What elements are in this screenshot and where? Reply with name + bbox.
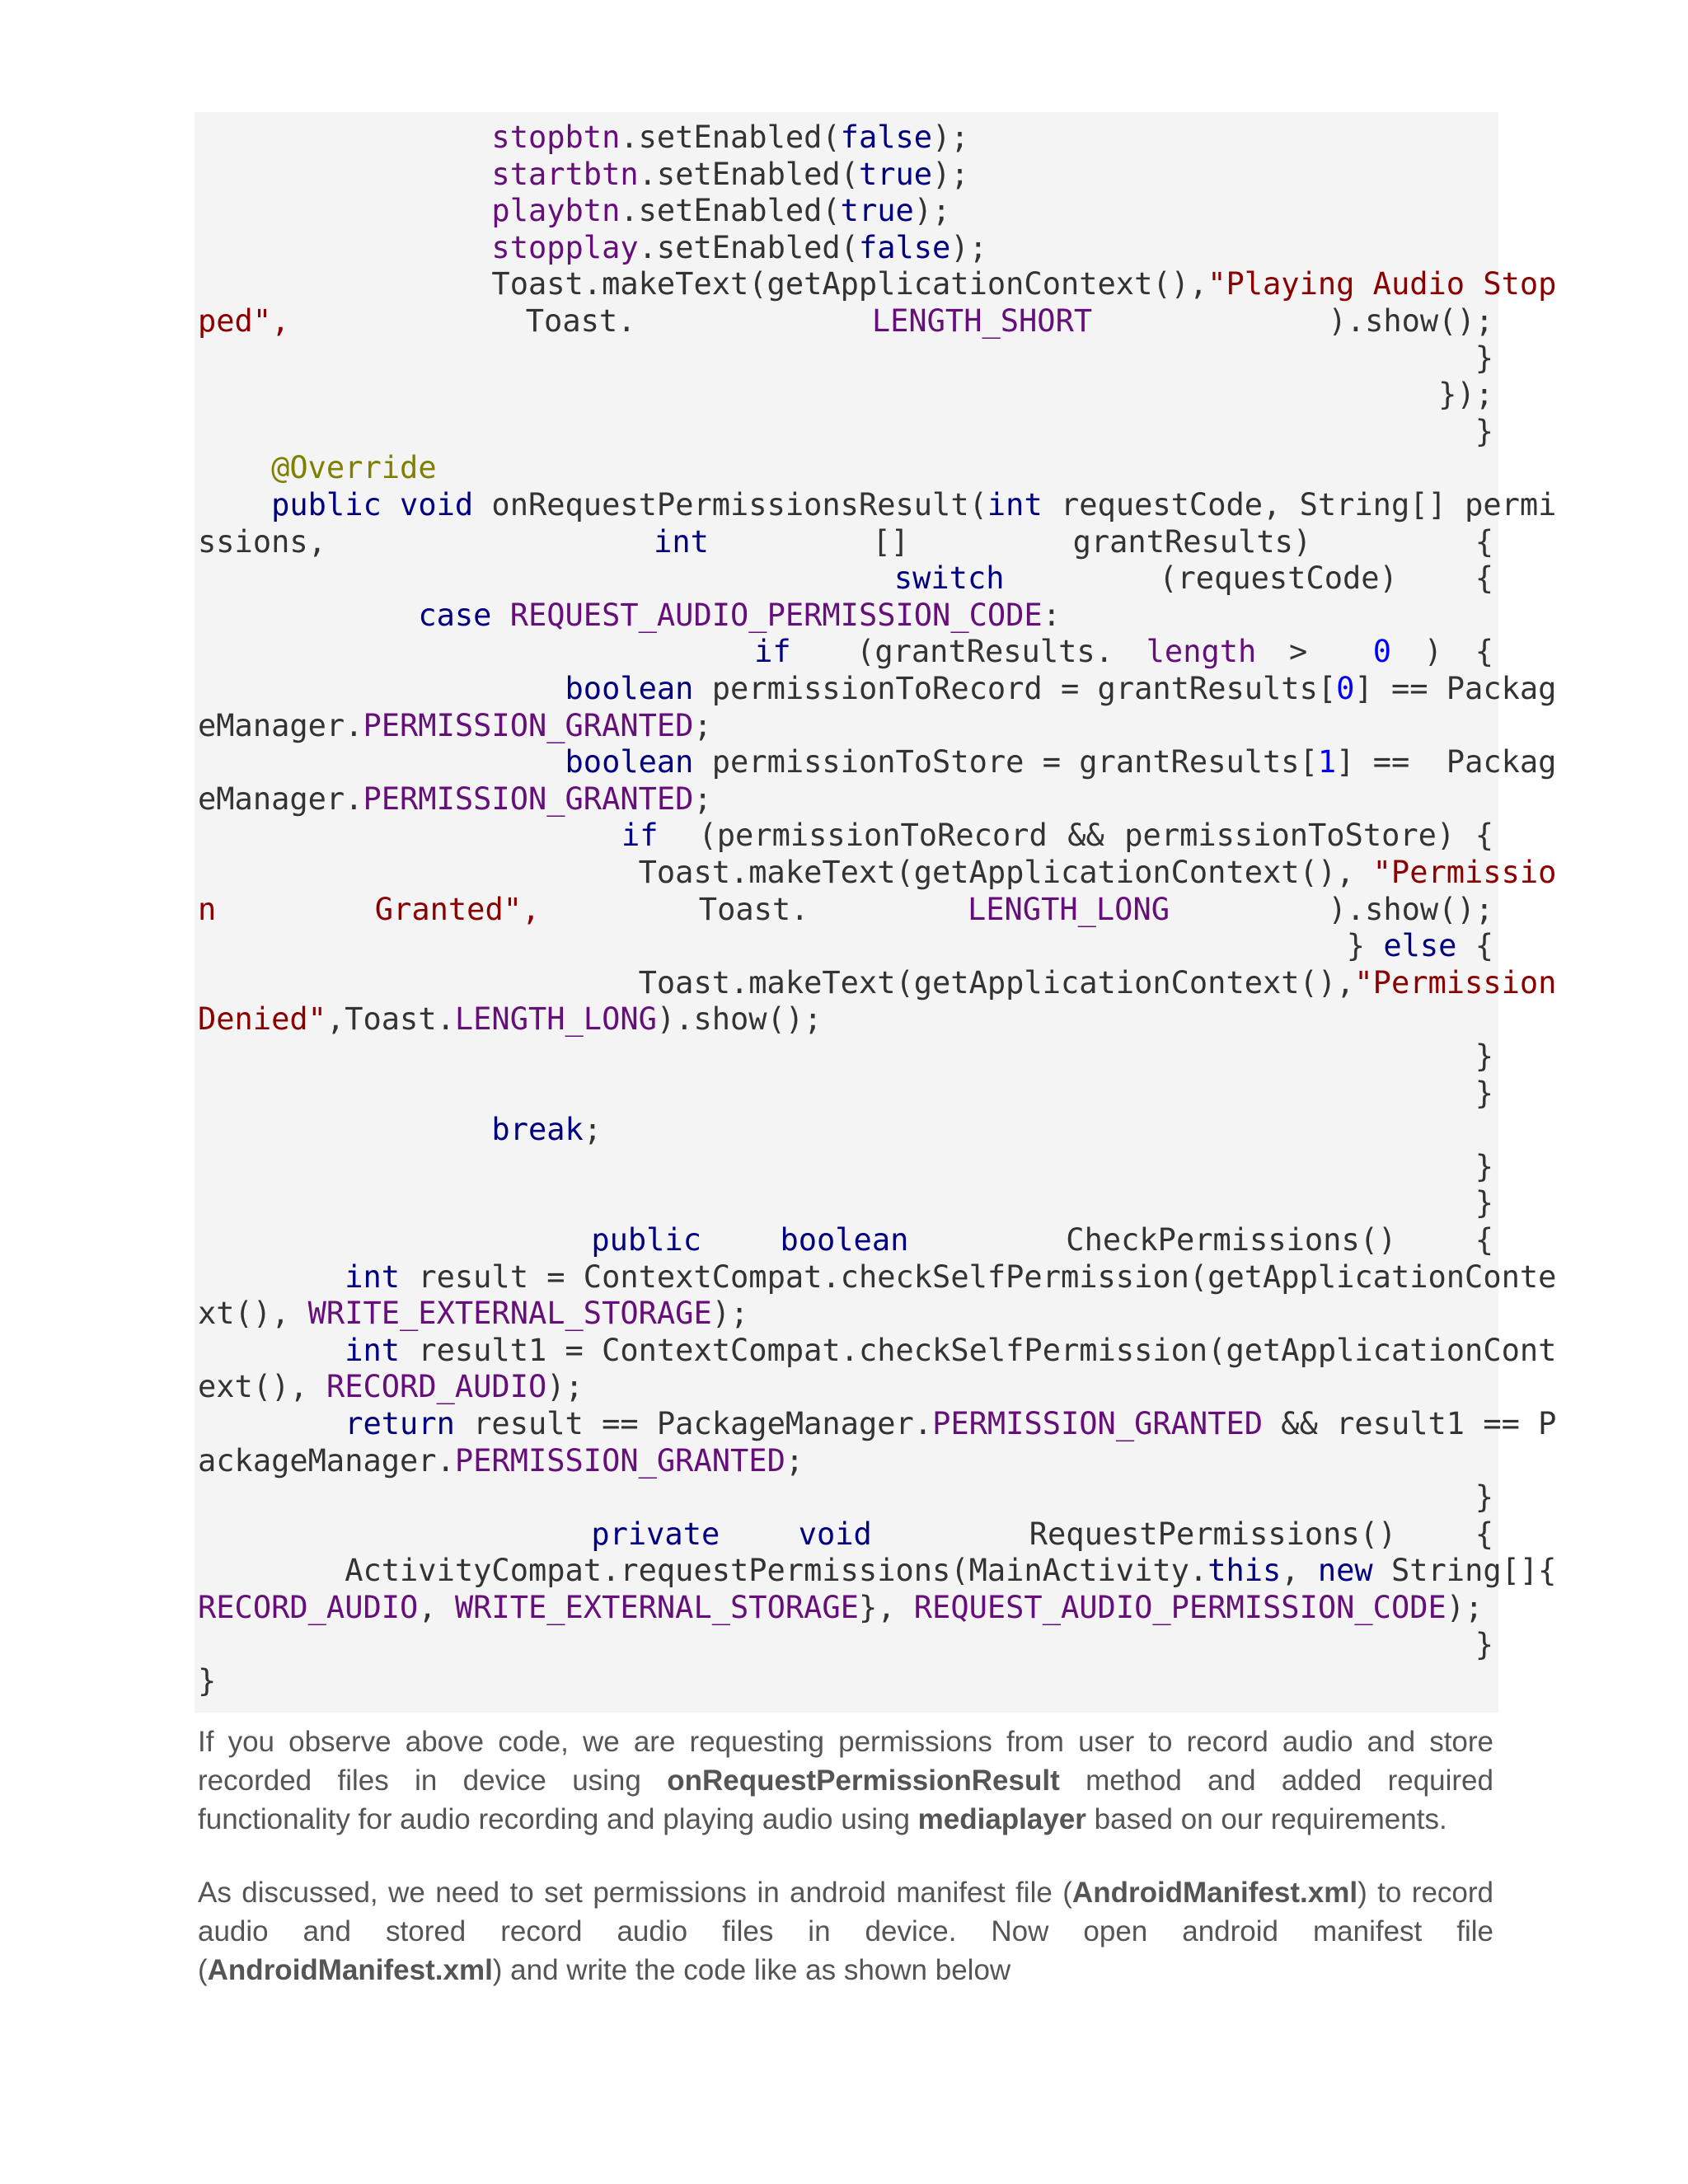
- code-token: int: [345, 1258, 401, 1295]
- code-token: result1 = ContextCompat.checkSelfPermission(getApplicationCont: [400, 1332, 1557, 1368]
- code-token: (permissionToRecord: [678, 818, 1048, 854]
- code-token: permissionToStore = grantResults[: [693, 744, 1318, 780]
- code-token: RECORD_AUDIO: [326, 1369, 547, 1405]
- code-token: }: [1475, 1148, 1493, 1184]
- bold-term: mediaplayer: [917, 1803, 1086, 1835]
- code-token: true: [840, 193, 914, 229]
- text-run: ) to record: [1357, 1877, 1493, 1909]
- code-token: );: [950, 229, 987, 265]
- code-token: ackageManager.: [198, 1442, 455, 1479]
- code-token: {: [1475, 818, 1493, 854]
- code-token: xt(),: [198, 1296, 308, 1332]
- code-token: ).show();: [1328, 303, 1494, 339]
- code-token: ;: [693, 780, 712, 817]
- code-token: [198, 671, 565, 706]
- code-line: [198, 1552, 1557, 1589]
- code-token: ActivityCompat.requestPermissions(MainActivity.: [198, 1553, 1208, 1589]
- manifest-paragraph: [198, 1873, 1493, 1990]
- code-token: 0: [1336, 671, 1355, 706]
- code-token: requestCode, String[] permi: [1042, 487, 1557, 523]
- code-line: [198, 1221, 1493, 1258]
- code-token: grantResults): [1072, 523, 1312, 560]
- code-token: eManager.: [198, 707, 363, 743]
- code-token: {: [1456, 928, 1493, 964]
- code-line: [198, 1111, 1493, 1148]
- code-line: [198, 156, 1493, 193]
- code-token: [198, 598, 418, 633]
- code-line: [198, 964, 1557, 1001]
- code-line: [198, 780, 1493, 818]
- code-token: permissionToRecord = grantResults[: [693, 671, 1337, 706]
- code-token: [198, 1112, 491, 1147]
- code-token: ped",: [198, 303, 290, 339]
- code-line: [198, 1662, 1493, 1699]
- bold-term: AndroidManifest.xml: [1071, 1877, 1358, 1909]
- code-line: [198, 1332, 1557, 1369]
- code-line: [198, 302, 1493, 340]
- code-token: LENGTH_LONG: [967, 891, 1170, 927]
- code-line: [198, 1038, 1493, 1075]
- code-token: {: [1475, 560, 1493, 597]
- code-token: (grantResults.: [823, 634, 1114, 670]
- code-token: (requestCode): [1081, 560, 1398, 597]
- code-token: PERMISSION_GRANTED: [363, 707, 694, 743]
- code-token: {: [1475, 523, 1494, 560]
- code-token: boolean: [565, 671, 694, 706]
- code-token: stopplay: [491, 229, 639, 265]
- code-token: [198, 818, 601, 853]
- code-token: onRequestPermissionsResult(: [473, 487, 987, 523]
- code-line: [198, 1075, 1493, 1112]
- code-token: {: [1475, 634, 1494, 670]
- paragraph-line: [198, 1912, 1493, 1951]
- code-token: RECORD_AUDIO: [198, 1590, 419, 1625]
- code-token: PERMISSION_GRANTED: [363, 780, 694, 817]
- paragraph-line: [198, 1722, 1493, 1761]
- bold-term: onRequestPermissionResult: [667, 1765, 1060, 1797]
- code-token: REQUEST_AUDIO_PERMISSION_CODE: [913, 1590, 1447, 1625]
- code-token: }: [1475, 413, 1493, 449]
- code-token: LENGTH_SHORT: [871, 303, 1093, 339]
- code-token: Granted",: [374, 891, 541, 927]
- code-token: }: [1346, 928, 1384, 964]
- code-token: :: [1042, 597, 1061, 633]
- code-token: permissionToStore): [1124, 818, 1456, 854]
- code-token: Toast.: [698, 891, 809, 927]
- code-token: && result1 == P: [1263, 1406, 1557, 1441]
- code-line: [198, 340, 1493, 377]
- code-token: 0: [1372, 634, 1392, 670]
- code-token: [491, 598, 509, 633]
- code-token: "Permission: [1354, 964, 1557, 1001]
- code-token: });: [1438, 377, 1493, 413]
- code-line: [198, 1479, 1493, 1516]
- code-token: int: [987, 487, 1043, 523]
- code-token: this: [1207, 1553, 1282, 1589]
- code-token: }: [1475, 1185, 1493, 1221]
- code-token: stopbtn: [491, 120, 621, 155]
- code-token: n: [198, 891, 217, 927]
- code-line: [198, 486, 1557, 523]
- code-token: ,: [1281, 1553, 1318, 1589]
- code-token: }: [1475, 1479, 1493, 1516]
- code-token: false: [858, 229, 951, 265]
- code-token: );: [546, 1369, 584, 1405]
- code-token: ).show();: [656, 1001, 823, 1038]
- code-token: int: [654, 523, 709, 560]
- code-token: [198, 230, 491, 265]
- code-token: result = ContextCompat.checkSelfPermission(getApplicationConte: [400, 1258, 1557, 1295]
- code-line: [198, 1148, 1493, 1185]
- code-token: Toast.makeText(getApplicationContext(),: [198, 964, 1355, 1001]
- code-token: if: [621, 818, 659, 854]
- text-run: method and added required: [1059, 1765, 1493, 1797]
- code-line: [198, 670, 1557, 707]
- code-token: );: [1446, 1590, 1484, 1625]
- code-token: ssions,: [198, 523, 490, 560]
- code-token: else: [1383, 928, 1457, 964]
- code-token: PERMISSION_GRANTED: [454, 1442, 785, 1479]
- code-token: ext(),: [198, 1369, 326, 1405]
- code-token: String[]{: [1372, 1553, 1557, 1589]
- code-token: }: [1475, 1038, 1493, 1074]
- code-token: length: [1146, 634, 1257, 670]
- code-token: "Permissio: [1372, 855, 1557, 890]
- text-run: based on our requirements.: [1085, 1803, 1447, 1835]
- text-run: recorded files in device using: [198, 1765, 668, 1797]
- code-token: return: [345, 1406, 455, 1441]
- code-token: {: [1475, 1516, 1494, 1552]
- code-line: [198, 1295, 1493, 1332]
- code-token: [198, 487, 271, 523]
- code-token: eManager.: [198, 780, 363, 817]
- code-line: [198, 413, 1493, 450]
- code-token: boolean: [565, 744, 694, 780]
- code-token: },: [858, 1590, 914, 1625]
- code-token: boolean: [780, 1222, 909, 1258]
- code-line: [198, 192, 1493, 229]
- code-line: [198, 707, 1493, 744]
- code-token: ).show();: [1328, 891, 1494, 927]
- code-line: [198, 1368, 1493, 1405]
- code-token: [198, 1333, 345, 1368]
- code-token: [198, 157, 491, 192]
- code-token: private: [591, 1516, 720, 1552]
- paragraph-line: [198, 1761, 1493, 1800]
- code-token: public void: [271, 487, 474, 523]
- code-token: );: [932, 156, 969, 192]
- code-token: [198, 1516, 513, 1552]
- code-line: [198, 1001, 1493, 1038]
- code-line: [198, 1258, 1557, 1296]
- code-line: [198, 633, 1493, 670]
- code-line: [198, 1184, 1493, 1221]
- code-token: [198, 1259, 345, 1295]
- code-token: []: [872, 523, 910, 560]
- code-token: int: [345, 1332, 401, 1368]
- code-token: }: [1475, 1626, 1493, 1662]
- code-token: true: [858, 156, 933, 192]
- bold-term: AndroidManifest.xml: [207, 1954, 493, 1986]
- code-token: [198, 744, 565, 780]
- code-line: [198, 891, 1493, 928]
- code-line: [198, 1405, 1557, 1442]
- code-line: [198, 119, 1493, 156]
- code-line: [198, 854, 1557, 891]
- code-token: .setEnabled(: [620, 193, 841, 229]
- code-token: [198, 120, 491, 155]
- code-token: }: [1475, 1075, 1493, 1111]
- code-line: [198, 1442, 1493, 1479]
- code-token: ,: [418, 1590, 455, 1625]
- code-token: startbtn: [491, 156, 639, 192]
- paragraph-line: [198, 1800, 1493, 1839]
- code-token: [198, 1406, 345, 1441]
- code-token: "Playing Audio Stop: [1207, 266, 1557, 302]
- code-token: if: [754, 634, 791, 670]
- code-line: [198, 1589, 1493, 1626]
- code-token: ,Toast.: [326, 1001, 455, 1038]
- code-token: case: [418, 597, 492, 633]
- code-token: .setEnabled(: [638, 156, 859, 192]
- code-token: [198, 450, 271, 485]
- code-line: [198, 927, 1493, 964]
- code-token: WRITE_EXTERNAL_STORAGE: [307, 1296, 712, 1332]
- code-token: ;: [693, 707, 712, 743]
- code-line: [198, 1626, 1493, 1663]
- code-token: );: [711, 1296, 749, 1332]
- code-line: [198, 597, 1493, 634]
- code-line: [198, 229, 1493, 266]
- code-token: Denied": [198, 1001, 326, 1038]
- code-block: [195, 112, 1557, 1713]
- code-token: [198, 193, 491, 228]
- code-token: Toast.makeText(getApplicationContext(),: [198, 855, 1373, 890]
- code-token: );: [932, 120, 969, 155]
- code-token: ): [1423, 634, 1443, 670]
- code-token: Toast.: [525, 303, 636, 339]
- code-token: }: [1475, 340, 1493, 376]
- code-token: switch: [893, 560, 1005, 597]
- code-token: WRITE_EXTERNAL_STORAGE: [454, 1590, 859, 1625]
- text-run: (: [198, 1954, 208, 1986]
- text-run: As discussed, we need to set permissions in android manifest file (: [198, 1877, 1072, 1909]
- code-token: [198, 560, 817, 596]
- code-token: .setEnabled(: [620, 120, 841, 155]
- code-line: [198, 743, 1557, 780]
- code-line: [198, 560, 1493, 597]
- code-token: }: [198, 1663, 217, 1699]
- code-token: false: [840, 120, 933, 155]
- code-token: result == PackageManager.: [454, 1406, 933, 1441]
- text-run: ) and write the code like as shown below: [492, 1954, 1011, 1986]
- code-line: [198, 817, 1493, 854]
- text-run: audio and stored record audio files in device. Now open android manifest file: [198, 1915, 1493, 1947]
- code-token: REQUEST_AUDIO_PERMISSION_CODE: [509, 597, 1043, 633]
- code-token: ] == Packag: [1336, 744, 1557, 780]
- code-token: &&: [1067, 818, 1104, 854]
- code-token: .setEnabled(: [638, 229, 859, 265]
- code-token: CheckPermissions(): [987, 1222, 1397, 1258]
- code-token: break: [491, 1112, 584, 1148]
- code-line: [198, 265, 1557, 302]
- code-token: new: [1317, 1553, 1373, 1589]
- code-token: void: [798, 1516, 872, 1552]
- code-token: 1: [1317, 744, 1337, 780]
- code-token: >: [1289, 634, 1341, 670]
- code-token: ;: [583, 1112, 603, 1148]
- code-token: public: [591, 1222, 701, 1258]
- code-token: LENGTH_LONG: [454, 1001, 657, 1038]
- paragraph-line: [198, 1951, 1493, 1990]
- text-run: If you observe above code, we are requesting permissions from user to record audio and store: [198, 1726, 1493, 1758]
- code-token: RequestPermissions(): [950, 1516, 1397, 1552]
- code-token: Toast.makeText(getApplicationContext(),: [198, 266, 1208, 302]
- code-line: [198, 449, 1493, 486]
- code-token: playbtn: [491, 193, 621, 229]
- code-token: [198, 634, 721, 669]
- code-line: [198, 1516, 1493, 1553]
- code-token: @Override: [271, 450, 437, 486]
- code-line: [198, 376, 1493, 413]
- explanation-paragraph: [198, 1722, 1493, 1839]
- code-token: ;: [785, 1442, 804, 1479]
- code-token: );: [913, 193, 951, 229]
- code-token: {: [1475, 1222, 1494, 1258]
- paragraph-line: [198, 1873, 1493, 1912]
- code-token: ] == Packag: [1354, 671, 1557, 706]
- text-run: functionality for audio recording and playing audio using: [198, 1803, 918, 1835]
- code-token: [198, 1222, 513, 1258]
- code-line: [198, 523, 1493, 560]
- code-token: PERMISSION_GRANTED: [932, 1406, 1264, 1441]
